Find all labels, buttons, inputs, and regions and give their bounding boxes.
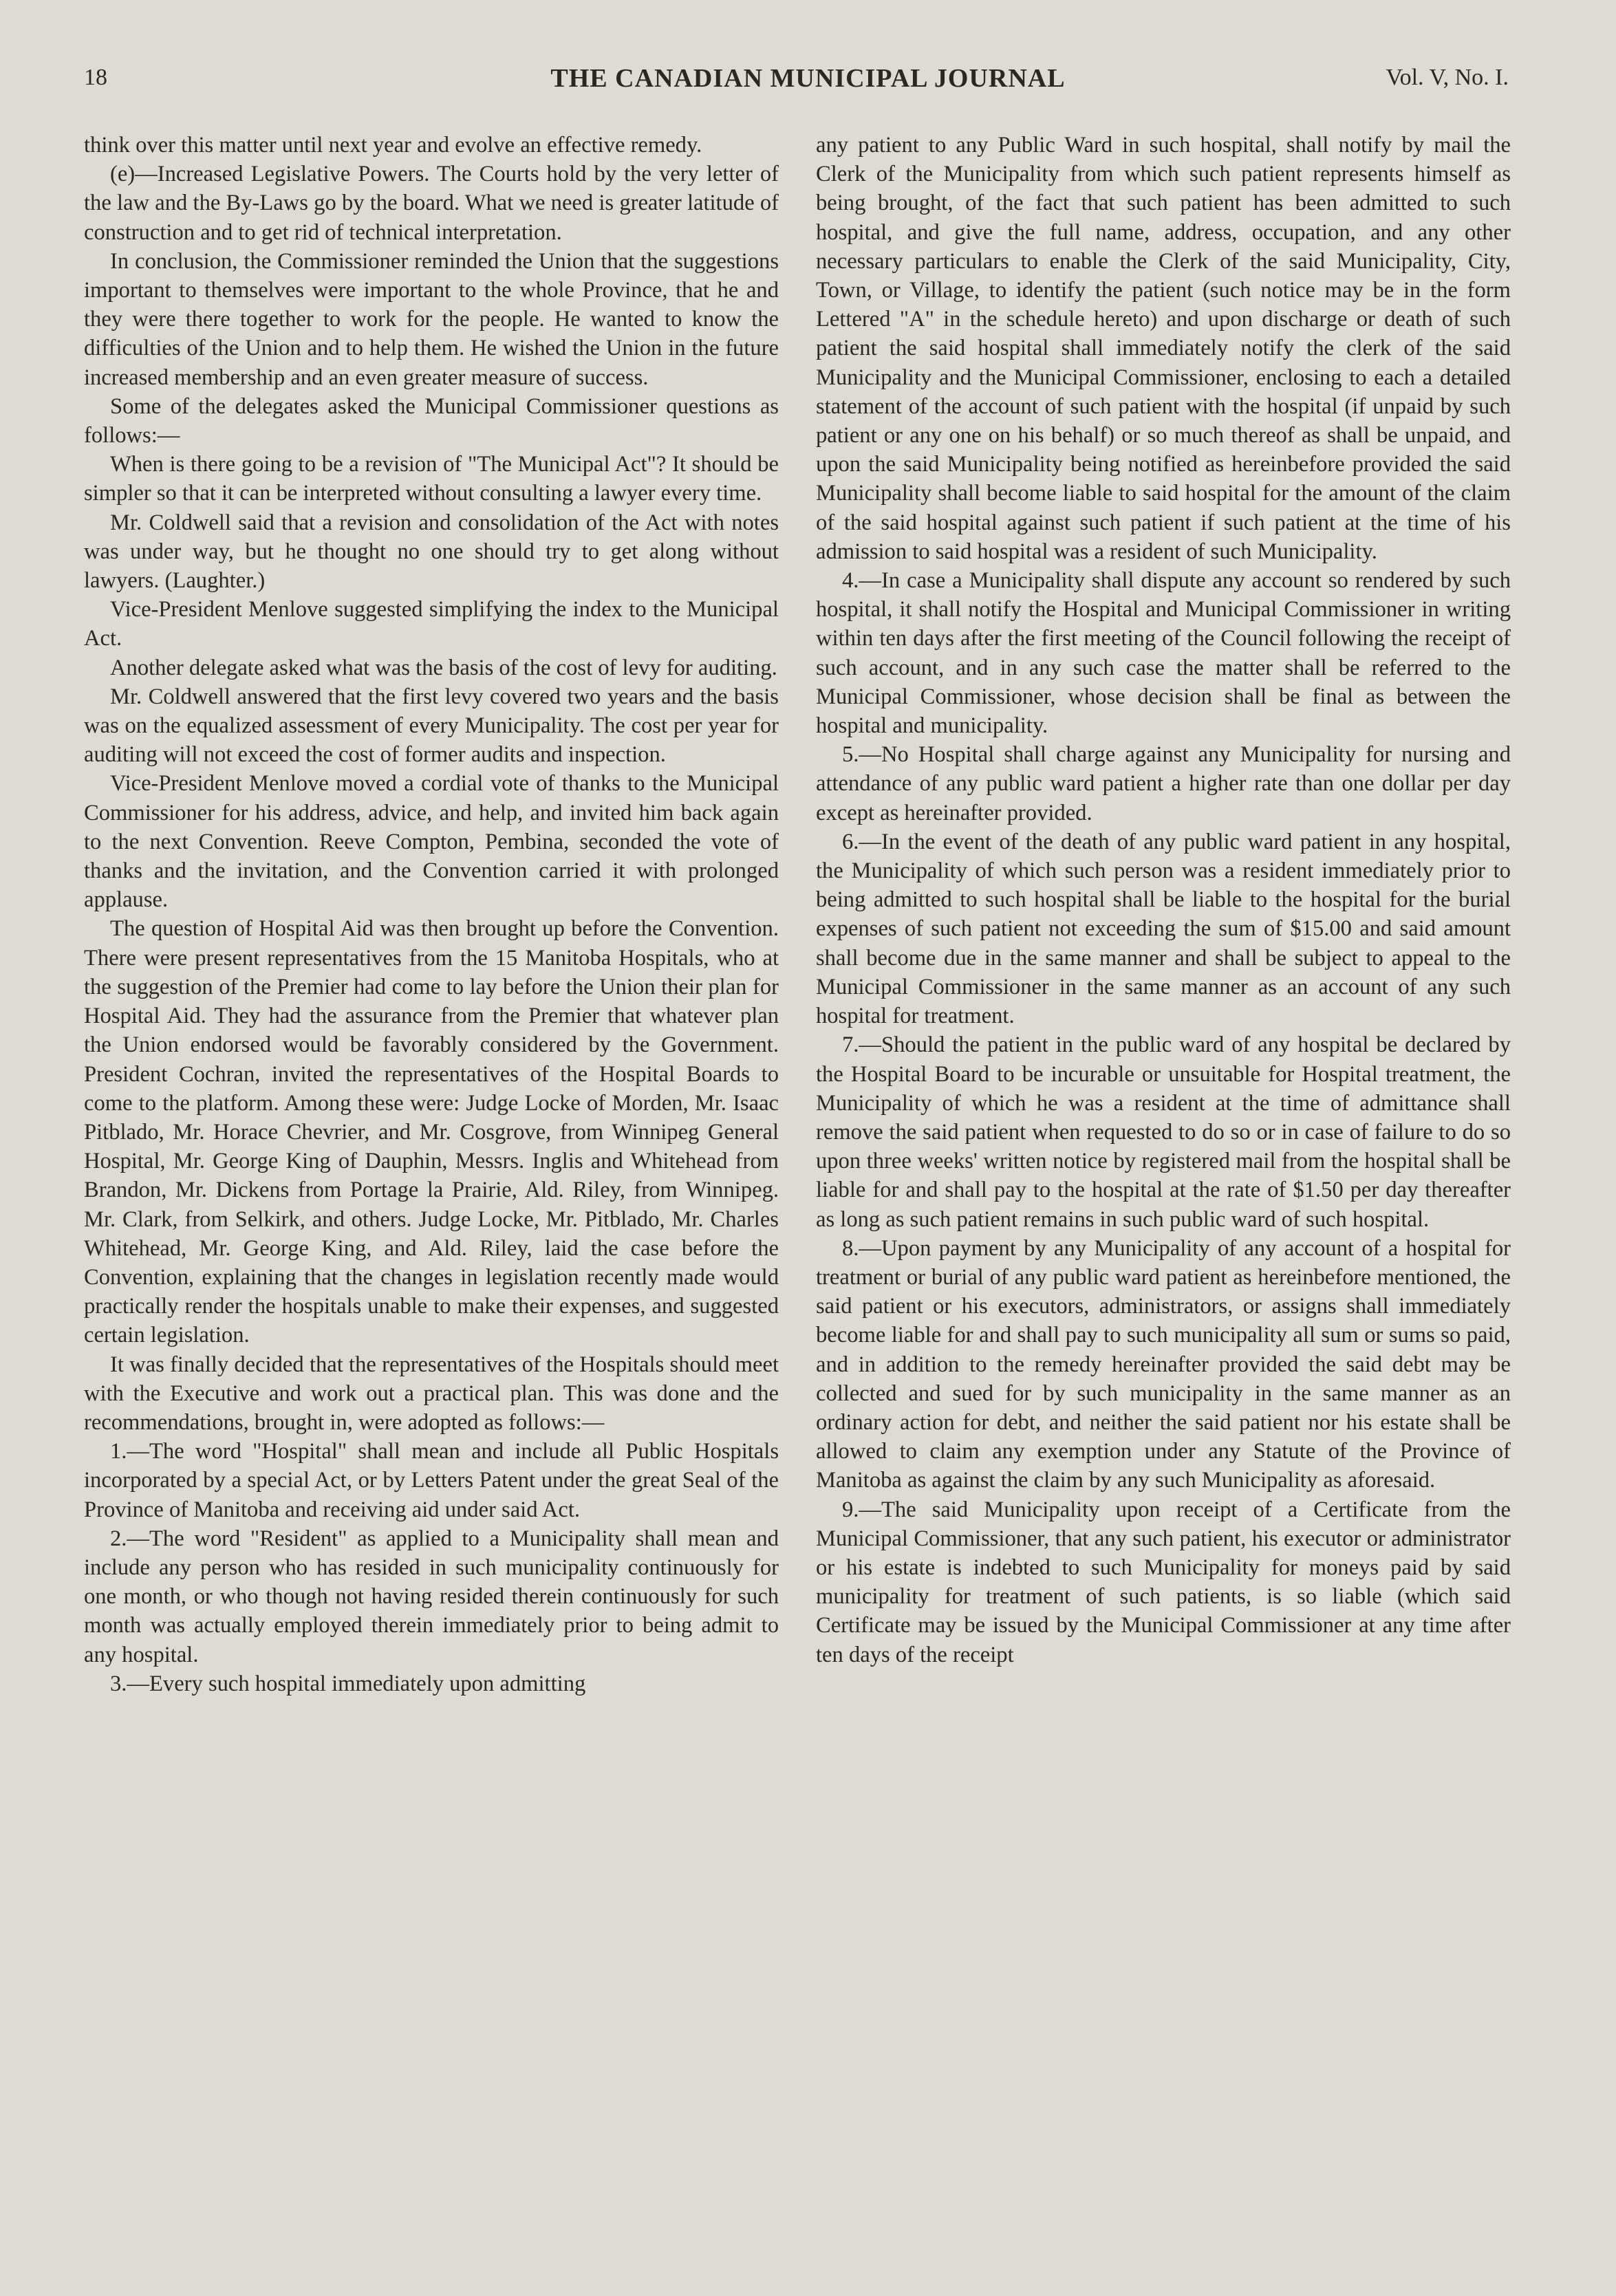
paragraph: 1.—The word "Hospital" shall mean and include all Public Hospitals incorporated by a special Act, or by Letters Patent under the great Seal of the Province of Manitoba and receiving aid under said Act.: [84, 1439, 779, 1522]
paragraph: 8.—Upon payment by any Municipality of any account of a hospital for treatment or burial of any public ward patient as hereinbefore mentioned, the said patient or his executors, administrators, or assigns shall immediately become liable for and shall pay to such municipality all sum or sums so paid, and in addition to the remedy hereinafter provided the said debt may be collected and sued for by such municipality in the same manner as an ordinary action for debt, and neither the said patient nor his estate shall be allowed to claim any exemption under any Statute of the Province of Manitoba as against the claim by any such Municipality as aforesaid.: [816, 1235, 1511, 1493]
paragraph: 5.—No Hospital shall charge against any Municipality for nursing and attendance of any public ward patient a higher rate than one dollar per day except as hereinafter provided.: [816, 742, 1511, 825]
paragraph: 3.—Every such hospital immediately upon admitting: [110, 1671, 586, 1696]
paragraph: (e)—Increased Legislative Powers. The Courts hold by the very letter of the law and the By-Laws go by the board. What we need is greater latitude of construction and to get rid of technical interpretation.: [84, 162, 779, 245]
journal-title: THE CANADIAN MUNICIPAL JOURNAL: [550, 64, 1066, 93]
paragraph: 4.—In case a Municipality shall dispute any account so rendered by such hospital, it shall notify the Hospital and Municipal Commissioner in writing within ten days after the first meeting of the Council following the receipt of such account, and in any such case the matter shall be referred to the Municipal Commissioner, whose decision shall be final as between the hospital and municipality.: [816, 568, 1511, 739]
paragraph: Vice-President Menlove moved a cordial vote of thanks to the Municipal Commissioner for his address, advice, and help, and invited him back again to the next Convention. Reeve Compton, Pembina, seconded the vote of thanks and the invitation, and the Convention carried it with prolonged applause.: [84, 771, 779, 913]
right-column: [816, 131, 1511, 1669]
paragraph: any patient to any Public Ward in such hospital, shall notify by mail the Clerk of the Municipality from which such patient represents himself as being brought, of the fact that such patient has been admitted to such hospital, and give the full name, address, occupation, and any other necessary particulars to enable the Clerk of the said Municipality, City, Town, or Village, to identify the patient (such notice may be in the form Lettered "A" in the schedule hereto) and upon discharge or death of such patient the said hospital shall immediately notify the clerk of the said Municipality and the Municipal Commissioner, enclosing to each a detailed statement of the account of such patient with the hospital (if unpaid by such patient or any one on his behalf) or so much thereof as shall be unpaid, and upon the said Municipality being notified as hereinbefore provided the said Municipality shall become liable to said hospital for the amount of the claim of the said hospital against such patient if such patient at the time of his admission to said hospital was a resident of such Municipality.: [816, 133, 1511, 564]
paragraph: think over this matter until next year and evolve an effective remedy.: [84, 133, 702, 158]
paragraph: Mr. Coldwell answered that the first levy covered two years and the basis was on the equalized assessment of every Municipality. The cost per year for auditing will not exceed the cost of former audits and inspection.: [84, 684, 779, 768]
paragraph: Mr. Coldwell said that a revision and consolidation of the Act with notes was under way, but he thought no one should try to get along without lawyers. (Laughter.): [84, 510, 779, 594]
paragraph: Vice-President Menlove suggested simplifying the index to the Municipal Act.: [84, 597, 779, 651]
paragraph: 6.—In the event of the death of any public ward patient in any hospital, the Municipality of which such person was a resident immediately prior to being admitted to such hospital shall be liable to the hospital for the burial expenses of such patient not exceeding the sum of $15.00 and said amount shall become due in the same manner and shall be subject to appeal to the Municipal Commissioner in the same manner as an account of any such hospital for treatment.: [816, 829, 1511, 1029]
page-number: 18: [84, 65, 107, 90]
paragraph: When is there going to be a revision of "The Municipal Act"? It should be simpler so that it can be interpreted without consulting a lawyer every time.: [84, 452, 779, 506]
paragraph: 9.—The said Municipality upon receipt of a Certificate from the Municipal Commissioner, that any such patient, his executor or administrator or his estate is indebted to such Municipality for moneys paid by said municipality for treatment of such patients, is so liable (which said Certificate may be issued by the Municipal Commissioner at any time after ten days of the receipt: [816, 1497, 1511, 1667]
volume-label: Vol. V, No. I.: [1386, 65, 1509, 90]
paragraph: 2.—The word "Resident" as applied to a Municipality shall mean and include any person who has resided in such municipality continuously for one month, or who though not having resided therein continuously for such month was actually employed therein immediately prior to being admit to any hospital.: [84, 1526, 779, 1667]
paragraph: 7.—Should the patient in the public ward of any hospital be declared by the Hospital Board to be incurable or unsuitable for Hospital treatment, the Municipality of which he was a resident at the time of admittance shall remove the said patient when requested to do so or in case of failure to do so upon three weeks' written notice by registered mail from the hospital shall be liable for and shall pay to the hospital at the rate of $1.50 per day thereafter as long as such patient remains in such public ward of such hospital.: [816, 1032, 1511, 1232]
page-header: [0, 63, 1616, 98]
paragraph: In conclusion, the Commissioner reminded the Union that the suggestions important to themselves were important to the whole Province, that he and they were there together to work for the people. He wanted to know the difficulties of the Union and to help them. He wished the Union in the future increased membership and an even greater measure of success.: [84, 248, 779, 390]
paragraph: Another delegate asked what was the basis of the cost of levy for auditing.: [110, 655, 777, 680]
left-column: [84, 131, 779, 1698]
paragraph: It was finally decided that the representatives of the Hospitals should meet with the Executive and work out a practical plan. This was done and the recommendations, brought in, were adopted as follows:—: [84, 1352, 779, 1435]
paragraph: Some of the delegates asked the Municipal Commissioner questions as follows:—: [84, 393, 779, 448]
paragraph: The question of Hospital Aid was then brought up before the Convention. There were present representatives from the 15 Manitoba Hospitals, who at the suggestion of the Premier had come to lay before the Union their plan for Hospital Aid. They had the assurance from the Premier that whatever plan the Union endorsed would be favorably considered by the Government. President Cochran, invited the representatives of the Hospital Boards to come to the platform. Among these were: Judge Locke of Morden, Mr. Isaac Pitblado, Mr. Horace Chevrier, and Mr. Cosgrove, from Winnipeg General Hospital, Mr. George King of Dauphin, Messrs. Inglis and Whitehead from Brandon, Mr. Dickens from Portage la Prairie, Ald. Riley, from Winnipeg. Mr. Clark, from Selkirk, and others. Judge Locke, Mr. Pitblado, Mr. Charles Whitehead, Mr. George King, and Ald. Riley, laid the case before the Convention, explaining that the changes in legislation recently made would practically render the hospitals unable to make their expenses, and suggested certain legislation.: [84, 916, 779, 1348]
